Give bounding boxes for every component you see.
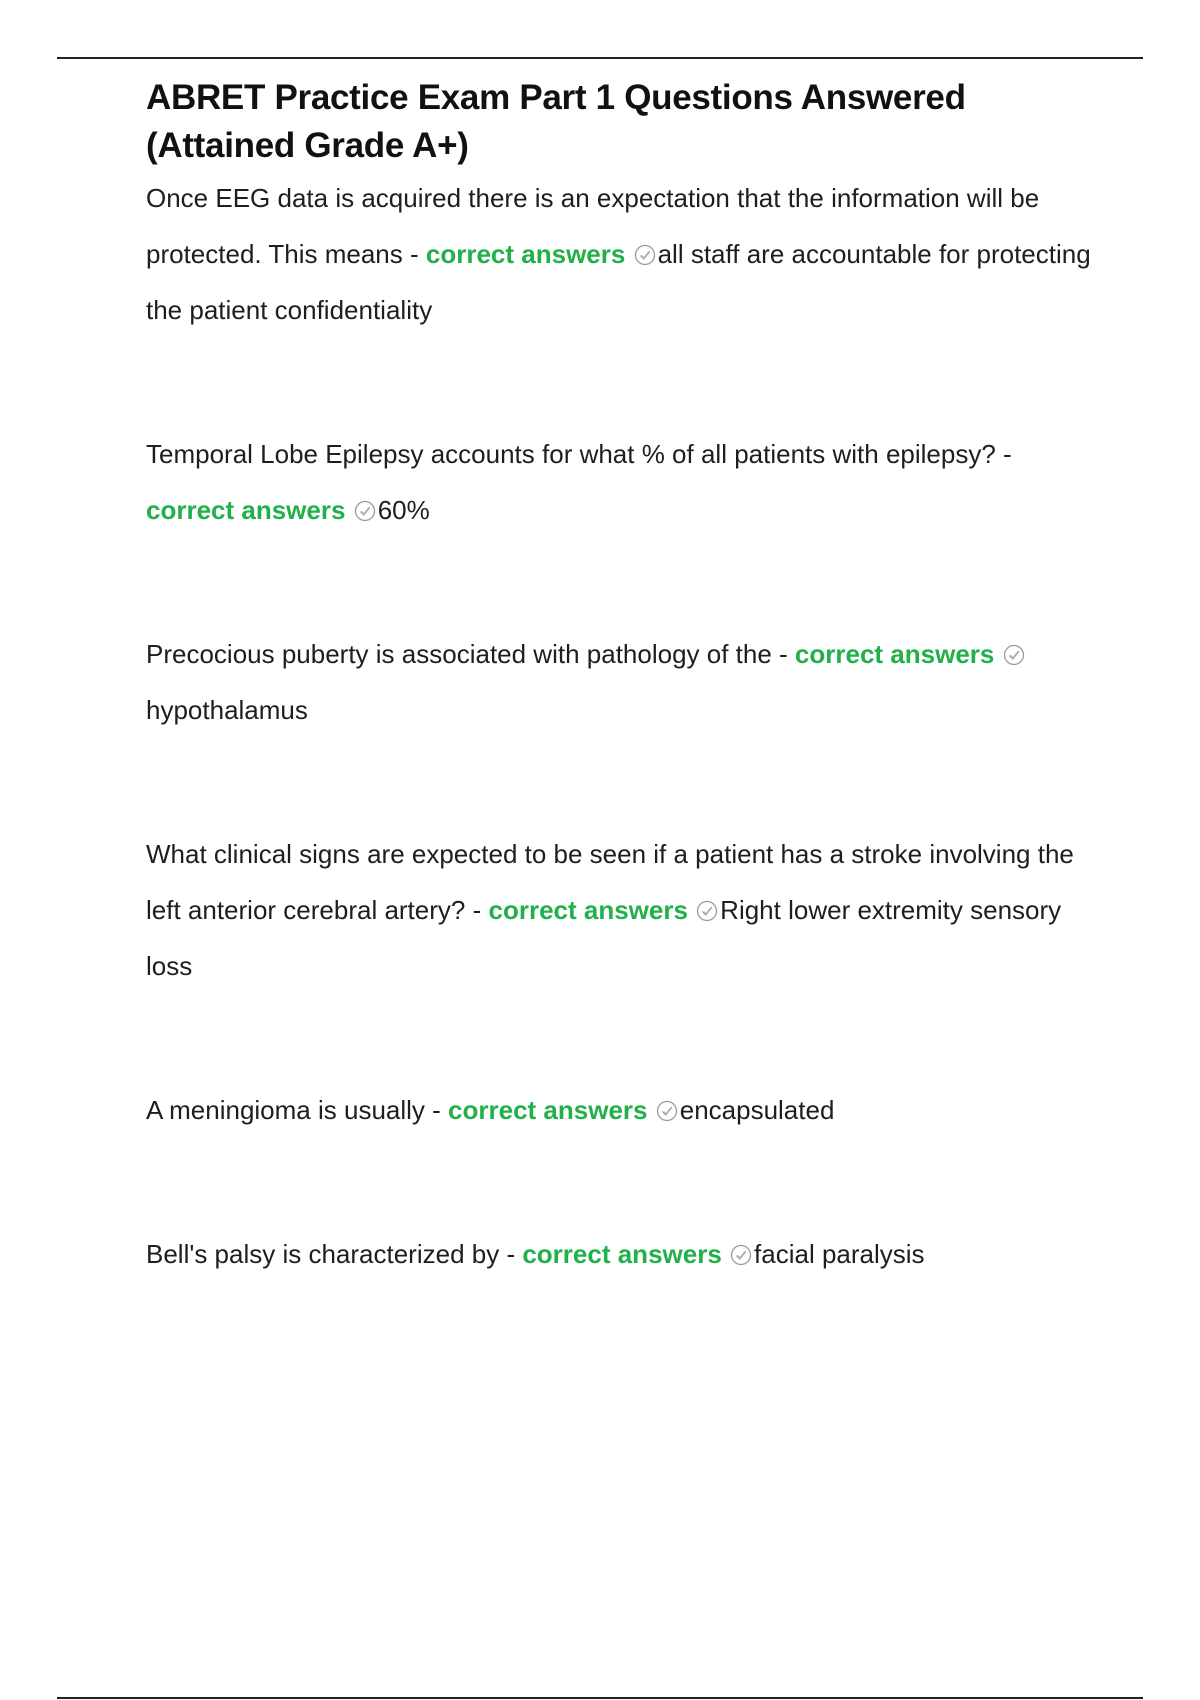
qa-item xyxy=(146,626,1096,738)
check-circle-icon xyxy=(696,900,718,922)
question-text: Precocious puberty is associated with pathology of the - xyxy=(146,639,788,669)
answer-text: 60% xyxy=(377,495,430,525)
check-circle-icon xyxy=(354,500,376,522)
answer-label: correct answers xyxy=(794,639,995,669)
qa-item xyxy=(146,426,1096,538)
answer-text: all staff are accountable for protecting the patient confidentiality xyxy=(146,239,1091,325)
answer-label: correct answers xyxy=(522,1239,722,1269)
check-circle-icon xyxy=(730,1244,752,1266)
qa-item xyxy=(146,1082,1096,1138)
question-text: A meningioma is usually - xyxy=(146,1095,441,1125)
question-text: Bell's palsy is characterized by - xyxy=(146,1239,516,1269)
answer-label: correct answers xyxy=(488,895,688,925)
document-title: ABRET Practice Exam Part 1 Questions Answered (Attained Grade A+) xyxy=(146,78,966,165)
check-circle-icon xyxy=(656,1100,678,1122)
top-rule xyxy=(57,57,1143,59)
answer-label: correct answers xyxy=(448,1095,648,1125)
answer-text: hypothalamus xyxy=(146,695,308,725)
answer-label: correct answers xyxy=(146,495,346,525)
check-circle-icon xyxy=(634,244,656,266)
answer-text: Right lower extremity sensory loss xyxy=(146,895,1062,981)
question-text: Once EEG data is acquired there is an expectation that the information will be protected. This means - xyxy=(146,183,1040,269)
check-circle-icon xyxy=(1003,644,1025,666)
question-text: What clinical signs are expected to be seen if a patient has a stroke involving the left anterior cerebral artery? - xyxy=(146,839,1074,925)
qa-item xyxy=(146,1226,1096,1282)
bottom-rule xyxy=(57,1697,1143,1699)
qa-item xyxy=(146,826,1096,994)
question-text: Temporal Lobe Epilepsy accounts for what % of all patients with epilepsy? - xyxy=(146,439,1012,469)
qa-item xyxy=(146,170,1096,338)
answer-label: correct answers xyxy=(425,239,626,269)
document-body xyxy=(146,74,1096,1282)
answer-text: facial paralysis xyxy=(754,1239,925,1269)
answer-text: encapsulated xyxy=(679,1095,835,1125)
